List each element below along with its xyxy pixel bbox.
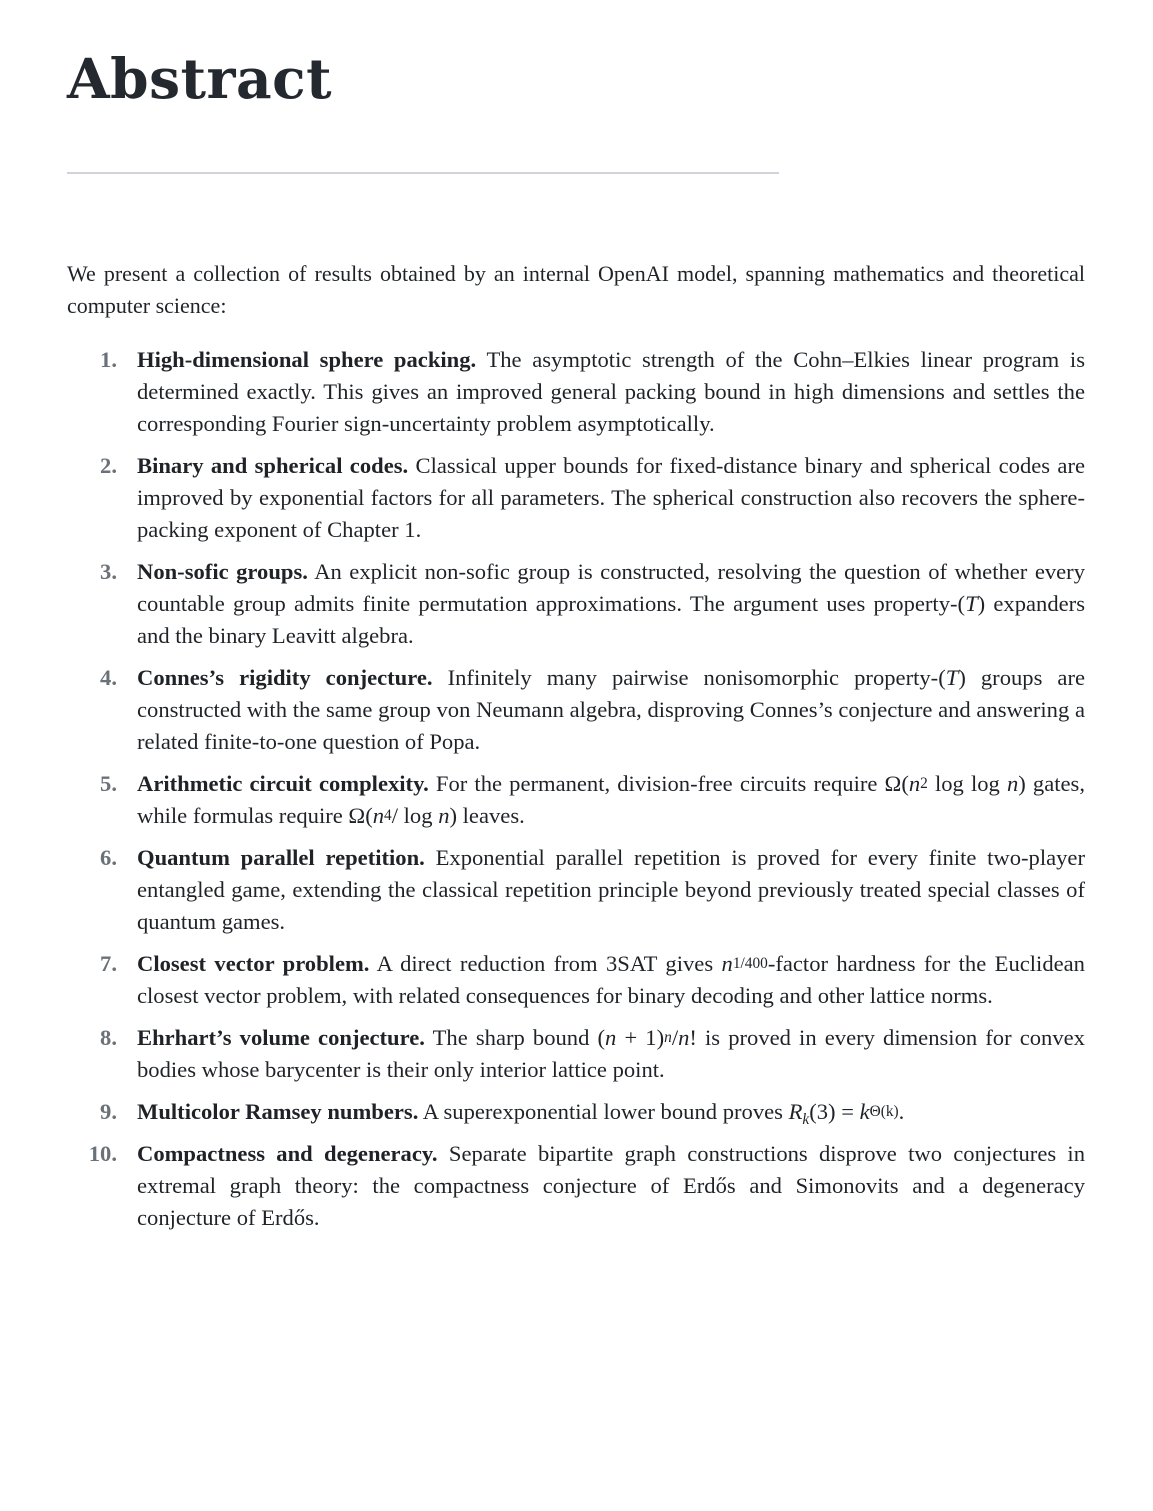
- item-text: Infinitely many pairwise nonisomorphic property-(: [447, 665, 946, 690]
- item-text: ) groups are constructed with the same group von Neumann algebra, disproving Connes’s conjecture and answering a related finite-to-one question of Popa.: [137, 665, 1086, 754]
- item-text: ) gates, while formulas require Ω(: [137, 771, 1086, 828]
- item-heading: Compactness and degeneracy.: [137, 1141, 438, 1166]
- intro-paragraph: We present a collection of results obtained by an internal OpenAI model, spanning mathematics and theoretical computer science:: [67, 261, 1085, 318]
- math-symbol: n: [605, 1025, 617, 1050]
- math-symbol: n: [721, 951, 733, 976]
- math-symbol: n: [678, 1025, 690, 1050]
- item-number: 9.: [100, 1099, 117, 1124]
- section-title: Abstract: [67, 46, 333, 111]
- list-item: [67, 1022, 1085, 1086]
- item-heading: Non-sofic groups.: [137, 559, 308, 584]
- item-text: Separate bipartite graph constructions disprove two conjectures in extremal graph theory: the compactness conjecture of Erdős and Simonovits and a degeneracy conjecture of Erdős.: [137, 1141, 1086, 1230]
- item-heading: Arithmetic circuit complexity.: [137, 771, 429, 796]
- item-heading: Binary and spherical codes.: [137, 453, 409, 478]
- title-divider: [67, 172, 779, 174]
- list-item: [67, 556, 1085, 652]
- math-superscript: 2: [920, 774, 928, 792]
- item-number: 7.: [100, 951, 117, 976]
- item-heading: Ehrhart’s volume conjecture.: [137, 1025, 425, 1050]
- item-text: The sharp bound (: [432, 1025, 606, 1050]
- item-text: / log: [391, 803, 439, 828]
- item-text: ) expanders and the binary Leavitt algebra.: [137, 591, 1085, 648]
- math-superscript: Θ(k): [869, 1102, 899, 1120]
- list-item: [67, 768, 1085, 832]
- math-symbol: n: [438, 803, 450, 828]
- list-item: [67, 1096, 1085, 1128]
- math-symbol: n: [1006, 771, 1019, 796]
- item-text: ! is proved in every dimension for convex bodies whose barycenter is their only interior lattice point.: [137, 1025, 1085, 1082]
- item-text: (3) =: [809, 1099, 860, 1124]
- math-symbol: R: [788, 1099, 803, 1124]
- math-superscript: 4: [384, 806, 392, 824]
- item-text: .: [898, 1099, 905, 1124]
- item-number: 8.: [100, 1025, 117, 1050]
- item-number: 3.: [100, 559, 117, 584]
- item-number: 5.: [100, 771, 117, 796]
- item-number: 4.: [100, 665, 117, 690]
- item-number: 10.: [88, 1141, 117, 1166]
- item-text: An explicit non-sofic group is constructed, resolving the question of whether every countable group admits finite permutation approximations. The argument uses property-(: [137, 559, 1086, 616]
- item-text: For the permanent, division-free circuits require Ω(: [435, 771, 909, 796]
- item-text: ) leaves.: [449, 803, 525, 828]
- list-item: [67, 450, 1085, 546]
- item-heading: High-dimensional sphere packing.: [137, 347, 477, 372]
- math-symbol: T: [945, 665, 959, 690]
- item-heading: Quantum parallel repetition.: [137, 845, 425, 870]
- item-text: A superexponential lower bound proves: [422, 1099, 789, 1124]
- list-item: [67, 948, 1085, 1012]
- item-number: 6.: [100, 845, 117, 870]
- item-text: -factor hardness for the Euclidean closest vector problem, with related consequences for binary decoding and other lattice norms.: [137, 951, 1085, 1008]
- list-item: [67, 344, 1085, 440]
- results-list: [67, 344, 1085, 1244]
- math-symbol: T: [965, 591, 978, 616]
- item-text: + 1): [616, 1025, 665, 1050]
- item-number: 2.: [100, 453, 117, 478]
- math-subscript: k: [802, 1110, 810, 1128]
- item-text: A direct reduction from 3SAT gives: [376, 951, 722, 976]
- item-heading: Closest vector problem.: [137, 951, 370, 976]
- item-text: /: [671, 1025, 679, 1050]
- item-text: Classical upper bounds for fixed-distance binary and spherical codes are improved by exponential factors for all parameters. The spherical construction also recovers the sphere-packing exponent of Chapter 1.: [137, 453, 1085, 542]
- list-item: [67, 662, 1085, 758]
- math-symbol: n: [372, 803, 385, 828]
- list-item: [67, 842, 1085, 938]
- item-text: Exponential parallel repetition is proved for every finite two-player entangled game, extending the classical repetition principle beyond previously treated special classes of quantum games.: [137, 845, 1085, 934]
- list-item: [67, 1138, 1085, 1234]
- math-symbol: n: [908, 771, 921, 796]
- math-superscript: n: [664, 1028, 672, 1046]
- item-number: 1.: [100, 347, 117, 372]
- item-heading: Multicolor Ramsey numbers.: [137, 1099, 419, 1124]
- item-heading: Connes’s rigidity conjecture.: [137, 665, 433, 690]
- item-text: log log: [927, 771, 1007, 796]
- math-symbol: k: [859, 1099, 870, 1124]
- item-text: The asymptotic strength of the Cohn–Elkies linear program is determined exactly. This gives an improved general packing bound in high dimensions and settles the corresponding Fourier sign-uncertainty problem asymptotically.: [137, 347, 1085, 436]
- math-superscript: 1/400: [732, 954, 768, 972]
